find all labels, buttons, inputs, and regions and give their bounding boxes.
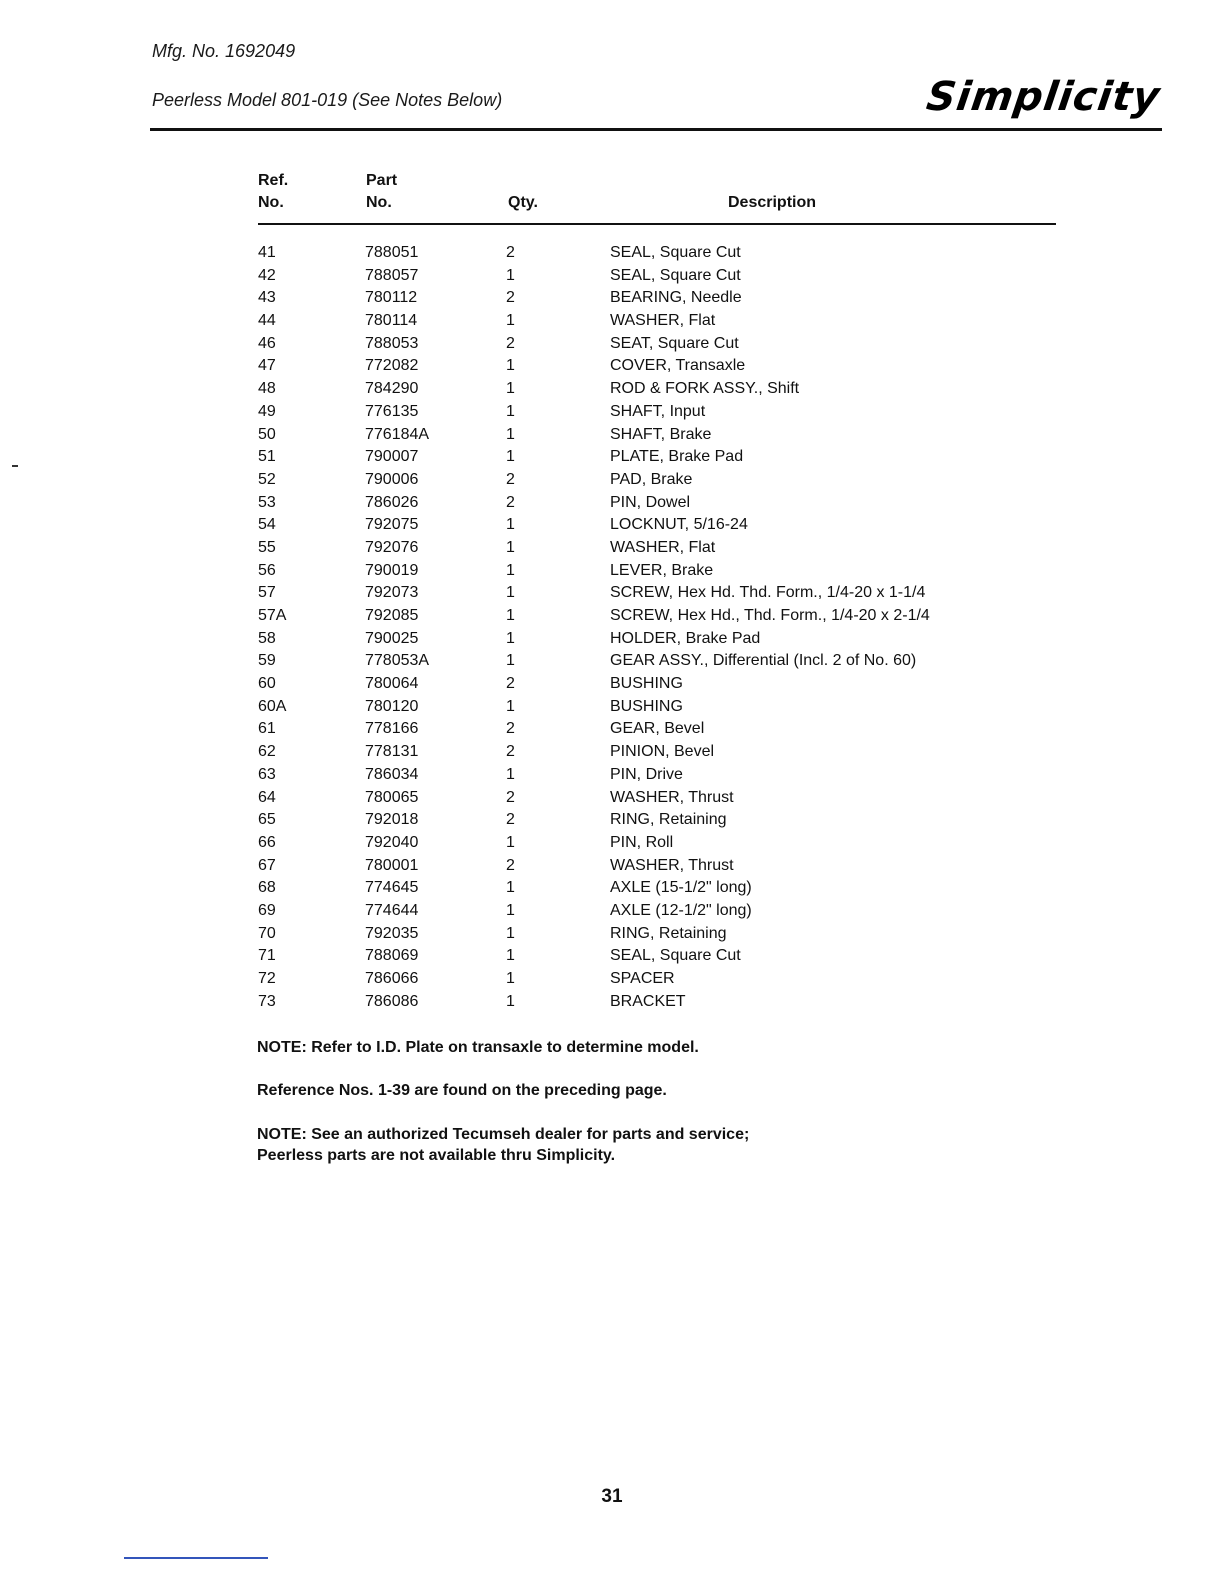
table-row <box>258 514 1018 537</box>
description-cell: WASHER, Flat <box>610 312 716 330</box>
table-row <box>258 718 1018 741</box>
ref-no-cell: 68 <box>258 879 276 897</box>
table-row <box>258 492 1018 515</box>
description-cell: COVER, Transaxle <box>610 357 746 375</box>
part-no-cell: 786066 <box>365 970 419 987</box>
description-cell: PINION, Bevel <box>610 743 715 761</box>
ref-no-cell: 72 <box>258 970 276 987</box>
part-no-cell: 778166 <box>365 720 419 738</box>
ref-no-cell: 67 <box>258 856 276 874</box>
description-cell: SEAL, Square Cut <box>610 947 741 965</box>
table-row <box>258 333 1018 356</box>
qty-cell: 1 <box>506 357 515 375</box>
table-row <box>258 877 1018 900</box>
description-cell: SCREW, Hex Hd., Thd. Form., 1/4-20 x 2-1/4 <box>610 607 930 624</box>
qty-cell: 1 <box>506 629 515 647</box>
ref-header-line1: Ref. <box>258 172 289 189</box>
description-cell: PAD, Brake <box>610 470 693 488</box>
ref-no-cell: 54 <box>258 516 276 534</box>
margin-mark <box>12 465 18 467</box>
ref-no-cell: 42 <box>258 266 276 284</box>
description-cell: GEAR ASSY., Differential (Incl. 2 of No. 60) <box>610 652 917 670</box>
ref-no-cell: 73 <box>258 992 276 1010</box>
part-no-header <box>366 170 397 214</box>
description-cell: SEAL, Square Cut <box>610 266 741 284</box>
table-row <box>258 855 1018 878</box>
ref-no-cell: 56 <box>258 561 276 579</box>
qty-cell: 2 <box>506 244 515 261</box>
qty-cell: 1 <box>506 380 515 398</box>
part-no-cell: 788069 <box>365 947 419 965</box>
part-no-cell: 778053A <box>365 652 430 670</box>
part-no-cell: 780064 <box>365 675 419 693</box>
ref-no-cell: 46 <box>258 334 276 352</box>
part-no-cell: 776135 <box>365 402 419 420</box>
ref-no-cell: 64 <box>258 788 276 806</box>
table-row <box>258 310 1018 333</box>
ref-no-cell: 55 <box>258 538 276 556</box>
part-no-cell: 792040 <box>365 833 419 851</box>
part-no-cell: 780120 <box>365 697 419 715</box>
description-cell: PIN, Drive <box>610 765 683 783</box>
ref-no-cell: 70 <box>258 924 276 942</box>
ref-no-cell: 53 <box>258 493 276 511</box>
table-row <box>258 446 1018 469</box>
ref-no-cell: 62 <box>258 743 276 761</box>
part-no-cell: 774644 <box>365 901 419 919</box>
ref-no-cell: 48 <box>258 380 276 398</box>
ref-no-cell: 49 <box>258 402 276 420</box>
note-tecumseh-dealer: NOTE: See an authorized Tecumseh dealer for parts and service; Peerless parts are not available thru Simplicity. <box>257 1126 750 1164</box>
table-row <box>258 991 1018 1014</box>
description-cell: PLATE, Brake Pad <box>610 448 744 466</box>
ref-no-cell: 66 <box>258 833 276 851</box>
table-row <box>258 809 1018 832</box>
description-cell: WASHER, Thrust <box>610 856 734 874</box>
ref-no-cell: 57A <box>258 607 287 624</box>
part-no-cell: 788053 <box>365 334 419 352</box>
ref-no-cell: 52 <box>258 470 276 488</box>
part-no-cell: 784290 <box>365 380 419 398</box>
qty-cell: 1 <box>506 266 515 284</box>
qty-cell: 1 <box>506 765 515 783</box>
qty-cell: 1 <box>506 652 515 670</box>
part-no-cell: 792075 <box>365 516 419 534</box>
ref-no-cell: 71 <box>258 947 276 965</box>
qty-cell: 1 <box>506 607 515 624</box>
description-cell: LEVER, Brake <box>610 561 714 579</box>
qty-cell: 2 <box>506 493 515 511</box>
note-id-plate: NOTE: Refer to I.D. Plate on transaxle to determine model. <box>257 1039 699 1056</box>
qty-cell: 2 <box>506 743 515 761</box>
ref-no-cell: 59 <box>258 652 276 670</box>
ref-header-line2: No. <box>258 194 284 211</box>
part-no-cell: 790007 <box>365 448 419 466</box>
part-no-cell: 788057 <box>365 266 419 284</box>
table-row <box>258 582 1018 605</box>
ref-no-cell: 61 <box>258 720 276 738</box>
description-cell: BUSHING <box>610 675 683 693</box>
part-no-cell: 778131 <box>365 743 419 761</box>
qty-cell: 1 <box>506 901 515 919</box>
table-header <box>258 170 1058 216</box>
description-cell: AXLE (15-1/2" long) <box>610 879 752 897</box>
table-row <box>258 650 1018 673</box>
table-row <box>258 900 1018 923</box>
description-cell: AXLE (12-1/2" long) <box>610 901 752 919</box>
qty-cell: 2 <box>506 470 515 488</box>
ref-no-cell: 43 <box>258 289 276 307</box>
description-cell: BUSHING <box>610 697 683 715</box>
part-no-cell: 772082 <box>365 357 419 375</box>
part-no-cell: 792076 <box>365 538 419 556</box>
table-row <box>258 355 1018 378</box>
table-row <box>258 560 1018 583</box>
part-no-cell: 788051 <box>365 244 419 261</box>
description-cell: RING, Retaining <box>610 811 727 829</box>
table-row <box>258 378 1018 401</box>
parts-list <box>258 242 1018 1013</box>
table-row <box>258 469 1018 492</box>
qty-cell: 2 <box>506 289 515 307</box>
qty-cell: 1 <box>506 970 515 987</box>
qty-cell: 1 <box>506 448 515 466</box>
description-cell: SHAFT, Brake <box>610 425 712 443</box>
part-no-cell: 780112 <box>365 289 418 307</box>
table-row <box>258 605 1018 628</box>
mfg-number: Mfg. No. 1692049 <box>152 41 296 61</box>
qty-cell: 1 <box>506 947 515 965</box>
table-header-rule <box>258 223 1056 225</box>
description-cell: BRACKET <box>610 992 686 1010</box>
part-no-cell: 792085 <box>365 607 419 624</box>
footer-rule <box>124 1557 268 1559</box>
part-no-cell: 786034 <box>365 765 419 783</box>
ref-no-cell: 63 <box>258 765 276 783</box>
table-row <box>258 424 1018 447</box>
table-row <box>258 242 1018 265</box>
table-row <box>258 764 1018 787</box>
description-cell: SHAFT, Input <box>610 402 706 420</box>
table-row <box>258 696 1018 719</box>
part-no-cell: 790019 <box>365 561 419 579</box>
part-no-cell: 786026 <box>365 493 419 511</box>
ref-no-header <box>258 170 288 214</box>
qty-cell: 2 <box>506 811 515 829</box>
model-line: Peerless Model 801-019 (See Notes Below) <box>152 90 503 110</box>
part-no-cell: 774645 <box>365 879 419 897</box>
table-row <box>258 923 1018 946</box>
description-cell: BEARING, Needle <box>610 289 742 307</box>
description-header: Description <box>728 194 817 211</box>
description-cell: ROD & FORK ASSY., Shift <box>610 380 800 398</box>
description-cell: WASHER, Flat <box>610 538 716 556</box>
part-no-cell: 792073 <box>365 584 419 602</box>
qty-cell: 2 <box>506 856 515 874</box>
part-no-cell: 792018 <box>365 811 419 829</box>
description-cell: PIN, Roll <box>610 833 674 851</box>
part-no-cell: 780001 <box>365 856 419 874</box>
qty-cell: 1 <box>506 924 515 942</box>
qty-cell: 1 <box>506 697 515 715</box>
description-cell: LOCKNUT, 5/16-24 <box>610 516 748 534</box>
description-cell: HOLDER, Brake Pad <box>610 629 761 647</box>
header-rule <box>150 128 1162 131</box>
qty-cell: 1 <box>506 402 515 420</box>
table-row <box>258 832 1018 855</box>
part-no-cell: 790025 <box>365 629 419 647</box>
description-cell: SPACER <box>610 970 675 987</box>
table-row <box>258 787 1018 810</box>
qty-cell: 2 <box>506 720 515 738</box>
qty-cell: 1 <box>506 425 515 443</box>
description-cell: GEAR, Bevel <box>610 720 705 738</box>
table-row <box>258 287 1018 310</box>
part-header-line1: Part <box>366 172 398 189</box>
note-reference-nos: Reference Nos. 1-39 are found on the preceding page. <box>257 1082 667 1099</box>
description-cell: WASHER, Thrust <box>610 788 734 806</box>
page-number: 31 <box>601 1486 623 1507</box>
qty-cell: 1 <box>506 538 515 556</box>
table-row <box>258 673 1018 696</box>
ref-no-cell: 58 <box>258 629 276 647</box>
part-no-cell: 792035 <box>365 924 419 942</box>
table-row <box>258 401 1018 424</box>
qty-header: Qty. <box>508 194 538 211</box>
part-no-cell: 780065 <box>365 788 419 806</box>
qty-cell: 1 <box>506 561 515 579</box>
qty-cell: 1 <box>506 992 515 1010</box>
ref-no-cell: 69 <box>258 901 276 919</box>
qty-cell: 2 <box>506 675 515 693</box>
ref-no-cell: 60 <box>258 675 276 693</box>
qty-cell: 2 <box>506 334 515 352</box>
part-header-line2: No. <box>366 194 392 211</box>
qty-cell: 1 <box>506 312 515 330</box>
part-no-cell: 780114 <box>365 312 418 330</box>
table-row <box>258 945 1018 968</box>
description-cell: SCREW, Hex Hd. Thd. Form., 1/4-20 x 1-1/4 <box>610 584 926 602</box>
qty-cell: 1 <box>506 833 515 851</box>
qty-cell: 1 <box>506 516 515 534</box>
qty-cell: 2 <box>506 788 515 806</box>
table-row <box>258 968 1018 991</box>
ref-no-cell: 41 <box>258 244 276 261</box>
ref-no-cell: 51 <box>258 448 276 466</box>
ref-no-cell: 47 <box>258 357 276 375</box>
part-no-cell: 776184A <box>365 425 430 443</box>
description-cell: RING, Retaining <box>610 924 727 942</box>
brand-logo: Simplicity <box>923 74 1164 120</box>
ref-no-cell: 65 <box>258 811 276 829</box>
description-cell: SEAT, Square Cut <box>610 334 739 352</box>
qty-cell: 1 <box>506 879 515 897</box>
part-no-cell: 786086 <box>365 992 419 1010</box>
ref-no-cell: 50 <box>258 425 276 443</box>
description-cell: SEAL, Square Cut <box>610 244 741 261</box>
table-row <box>258 628 1018 651</box>
table-row <box>258 265 1018 288</box>
description-cell: PIN, Dowel <box>610 493 691 511</box>
part-no-cell: 790006 <box>365 470 419 488</box>
ref-no-cell: 44 <box>258 312 276 330</box>
ref-no-cell: 60A <box>258 697 287 715</box>
ref-no-cell: 57 <box>258 584 276 602</box>
qty-cell: 1 <box>506 584 515 602</box>
table-row <box>258 741 1018 764</box>
table-row <box>258 537 1018 560</box>
